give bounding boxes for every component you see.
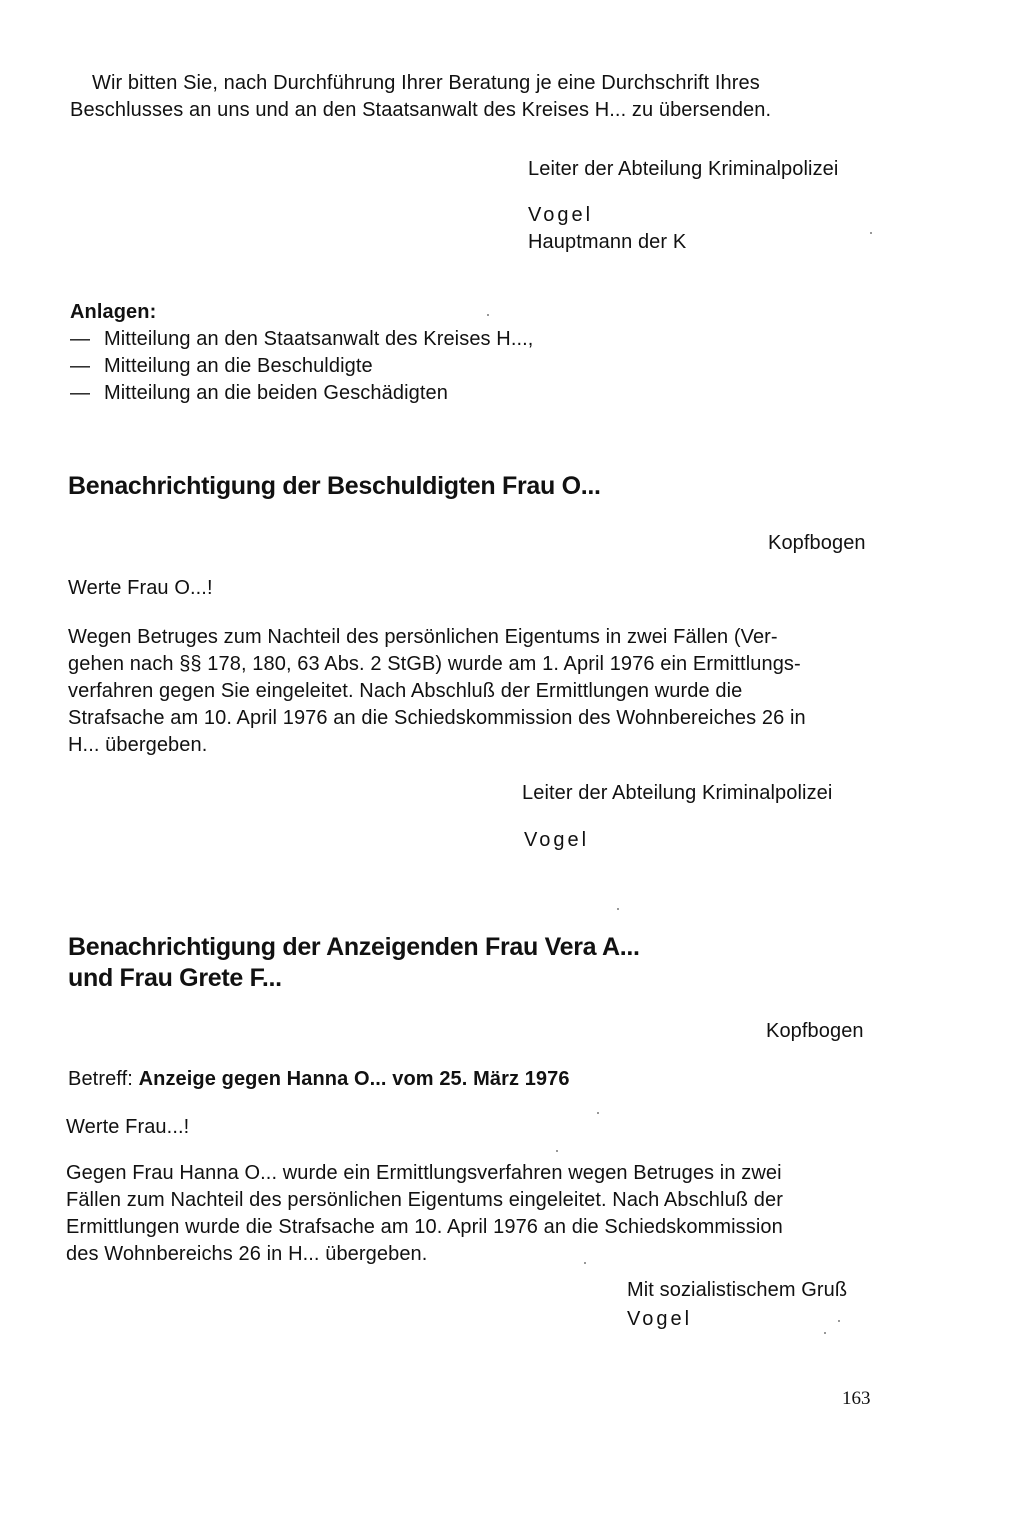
scan-speck	[597, 1112, 599, 1114]
scan-speck	[556, 1150, 558, 1152]
heading-line: und Frau Grete F...	[68, 964, 282, 992]
attachments-list	[70, 326, 533, 407]
body-line: gehen nach §§ 178, 180, 63 Abs. 2 StGB) wurde am 1. April 1976 ein Ermittlungs-	[68, 653, 801, 675]
section2-salutation: Werte Frau...!	[66, 1116, 190, 1138]
body-line: Gegen Frau Hanna O... wurde ein Ermittlungsverfahren wegen Betruges in zwei	[66, 1162, 782, 1184]
heading-line: Benachrichtigung der Anzeigenden Frau Vera A...	[68, 933, 640, 961]
signature-role: Leiter der Abteilung Kriminalpolizei	[528, 158, 839, 180]
intro-line: Wir bitten Sie, nach Durchführung Ihrer Beratung je eine Durchschrift Ihres	[92, 72, 760, 94]
scan-speck	[617, 908, 619, 910]
attachment-item: — Mitteilung an die Beschuldigte	[70, 355, 373, 377]
section1-body	[68, 624, 878, 759]
attachments	[70, 299, 533, 407]
attachment-item: — Mitteilung an den Staatsanwalt des Kreises H...,	[70, 328, 534, 350]
body-line: Wegen Betruges zum Nachteil des persönlichen Eigentums in zwei Fällen (Ver-	[68, 626, 778, 648]
page-number: 163	[842, 1388, 871, 1409]
intro-paragraph	[70, 70, 882, 124]
body-line: Fällen zum Nachteil des persönlichen Eigentums eingeleitet. Nach Abschluß der	[66, 1189, 783, 1211]
section1-heading: Benachrichtigung der Beschuldigten Frau O...	[68, 472, 601, 500]
body-line: Strafsache am 10. April 1976 an die Schiedskommission des Wohnbereiches 26 in	[68, 707, 806, 729]
body-line: H... übergeben.	[68, 734, 208, 756]
scan-speck	[870, 232, 872, 234]
attachments-label: Anlagen:	[70, 301, 157, 323]
section1-letterhead: Kopfbogen	[768, 532, 866, 554]
section2-closing: Mit sozialistischem Gruß	[627, 1279, 848, 1301]
scan-speck	[487, 314, 489, 316]
body-line: verfahren gegen Sie eingeleitet. Nach Abschluß der Ermittlungen wurde die	[68, 680, 743, 702]
section1-signature-name: Vogel	[524, 829, 590, 851]
section2-letterhead: Kopfbogen	[766, 1020, 864, 1042]
signature-name: Vogel	[528, 204, 594, 226]
scan-speck	[584, 1262, 586, 1264]
subject-text: Anzeige gegen Hanna O... vom 25. März 1976	[138, 1068, 570, 1090]
section1-salutation: Werte Frau O...!	[68, 577, 213, 599]
attachment-item: — Mitteilung an die beiden Geschädigten	[70, 382, 448, 404]
section2-body	[66, 1160, 874, 1268]
section2-heading	[68, 932, 640, 994]
body-line: Ermittlungen wurde die Strafsache am 10. April 1976 an die Schiedskommission	[66, 1216, 783, 1238]
subject-label: Betreff:	[68, 1068, 133, 1090]
body-line: des Wohnbereichs 26 in H... übergeben.	[66, 1243, 428, 1265]
scan-speck	[838, 1320, 840, 1322]
scan-speck	[824, 1332, 826, 1334]
signature-rank: Hauptmann der K	[528, 231, 687, 253]
section2-signature-name: Vogel	[627, 1308, 693, 1330]
intro-line: Beschlusses an uns und an den Staatsanwalt des Kreises H... zu übersenden.	[70, 99, 772, 121]
section1-signature-role: Leiter der Abteilung Kriminalpolizei	[522, 782, 833, 804]
section2-subject	[68, 1066, 570, 1093]
